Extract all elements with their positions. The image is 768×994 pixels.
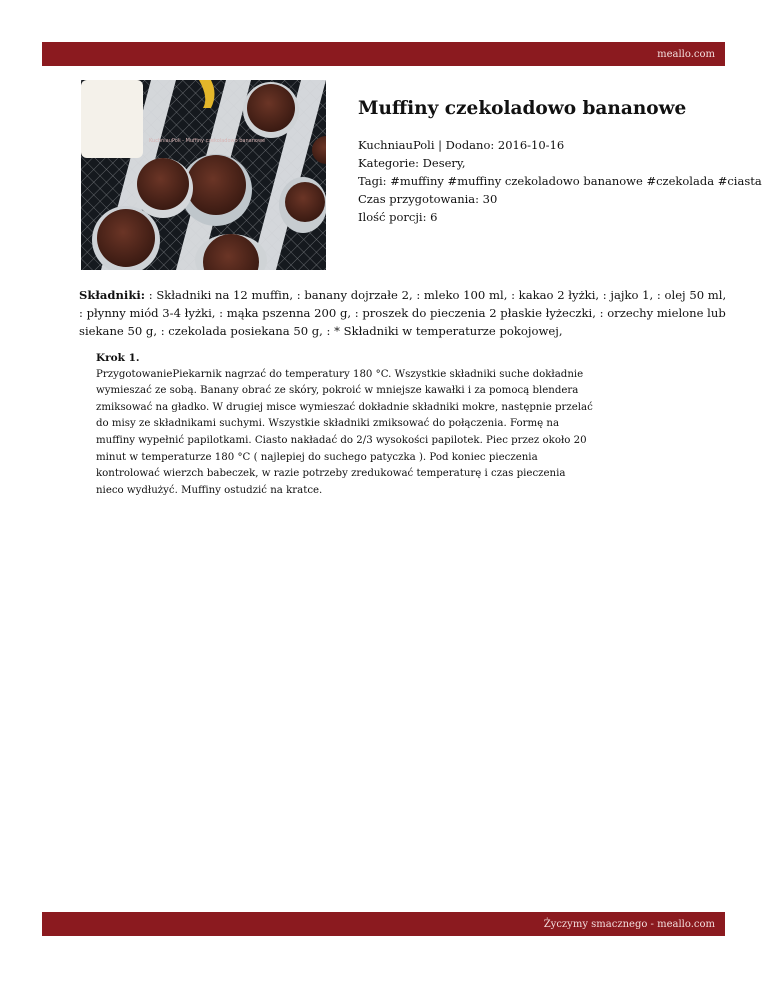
step-title: Krok 1. [96,352,140,364]
step-text: PrzygotowaniePiekarnik nagrzać do temperatury 180 °C. Wszystkie składniki suche dokładnie wymieszać ze sobą. Banany obrać ze skóry, pokroić w mniejsze kawałki i za pomocą blendera zmiksować na gładko. W drugiej misce wymieszać dokładnie składniki mokre, następnie przelać do misy ze składnikami suchymi. Wszystkie składniki zmiksować do połączenia. Formę na muffiny wypełnić papilotkami. Ciasto nakładać do 2/3 wysokości papilotek. Piec przez około 20 minut w temperaturze 180 °C ( najlepiej do suchego patyczka ). Pod koniec pieczenia kontrolować wierzch babeczek, w razie potrzeby zredukować temperaturę i czas pieczenia nieco wydłużyć. Muffiny ostudzić na kratce. [96,368,593,496]
header-bar [42,42,725,66]
recipe-meta [358,136,762,226]
category: Kategorie: Desery, [358,156,466,170]
photo-watermark: KuchniauPoli - Muffiny czekoladowo bananowe [149,138,266,144]
author-date: KuchniauPoli | Dodano: 2016-10-16 [358,138,565,152]
ingredients-text: : Składniki na 12 muffin, : banany dojrzałe 2, : mleko 100 ml, : kakao 2 łyżki, : jajko 1, : olej 50 ml, : płynny miód 3-4 łyżki, : mąka pszenna 200 g, : proszek do pieczenia 2 płaskie łyżeczki, : orzechy mielone lub siekane 50 g, : czekolada posiekana 50 g, : * Składniki w temperaturze pokojowej, [79,288,727,338]
step-1 [96,350,596,499]
recipe-photo [81,80,326,270]
footer-bar [42,912,725,936]
recipe-title: Muffiny czekoladowo bananowe [358,98,687,119]
ingredients-label: Składniki: [79,288,146,302]
ingredients [79,286,729,340]
tags: Tagi: #muffiny #muffiny czekoladowo bananowe #czekolada #ciasta [358,174,762,188]
site-name[interactable]: meallo.com [657,48,715,60]
prep-time: Czas przygotowania: 30 [358,192,498,206]
footer-text[interactable]: Życzymy smacznego - meallo.com [543,918,715,930]
servings: Ilość porcji: 6 [358,210,438,224]
